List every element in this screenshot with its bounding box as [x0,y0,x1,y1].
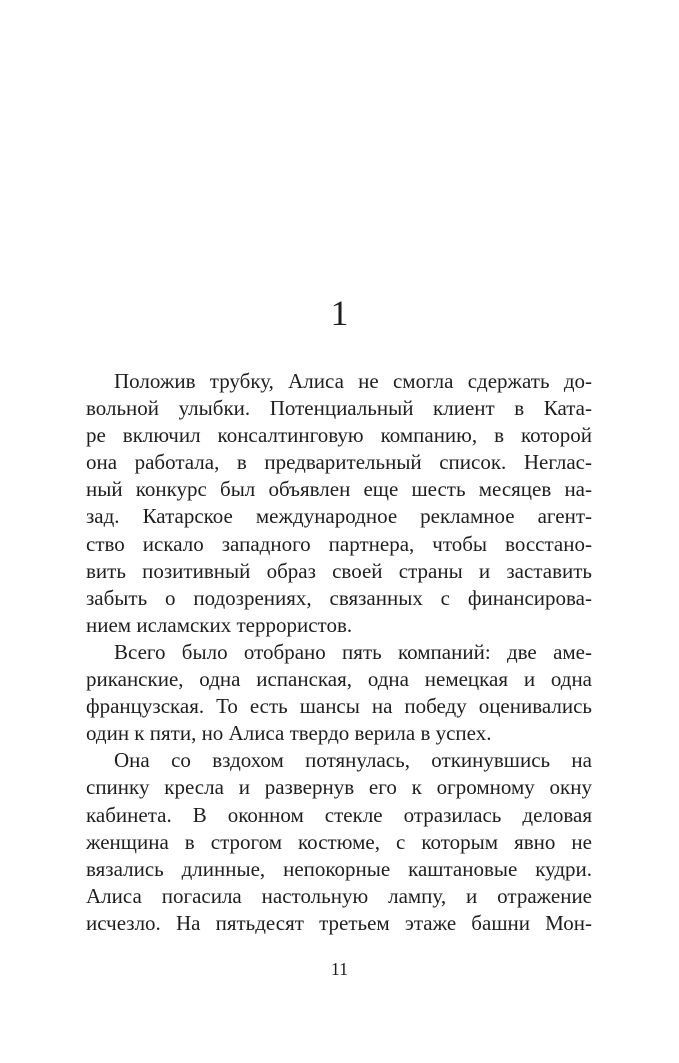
text-line: Всего было отобрано пять компаний: две аме- [114,639,592,664]
text-line: ре включил консалтинговую компанию, в которой [86,423,592,448]
text-line: вязались длинные, непокорные каштановые кудри. [86,856,592,881]
text-line: исчезло. На пятьдесят третьем этаже башни Мон- [86,910,592,935]
paragraph-3 [86,747,592,937]
text-line: забыть о подозрениях, связанных с финансирова- [86,585,592,610]
text-line: ство искало западного партнера, чтобы восстано- [86,531,592,556]
text-line: Положив трубку, Алиса не смогла сдержать до- [114,369,592,393]
text-line: ный конкурс был объявлен еще шесть месяцев на- [86,477,592,502]
text-line: Она со вздохом потянулась, откинувшись на [114,748,592,773]
text-line: женщина в строгом костюме, с которым явно не [86,829,592,854]
paragraph-2 [86,639,592,747]
text-line: нием исламских террористов. [86,612,353,637]
body-text [86,368,592,937]
text-line: французская. То есть шансы на победу оценивались [86,694,592,719]
text-line: она работала, в предварительный список. Неглас- [86,450,592,475]
paragraph-1 [86,368,592,639]
text-line: риканские, одна испанская, одна немецкая и одна [86,667,592,692]
text-line: один к пяти, но Алиса твердо верила в успех. [86,721,492,746]
text-line: кабинета. В оконном стекле отразилась деловая [86,802,592,827]
text-line: зад. Катарское международное рекламное агент- [86,504,592,529]
text-line: вольной улыбки. Потенциальный клиент в Ката- [86,396,592,421]
text-line: спинку кресла и развернув его к огромному окну [86,775,592,800]
text-line: Алиса погасила настольную лампу, и отражение [86,883,592,908]
chapter-number: 1 [330,293,349,333]
page-number: 11 [330,959,349,979]
text-line: вить позитивный образ своей страны и заставить [86,558,592,583]
